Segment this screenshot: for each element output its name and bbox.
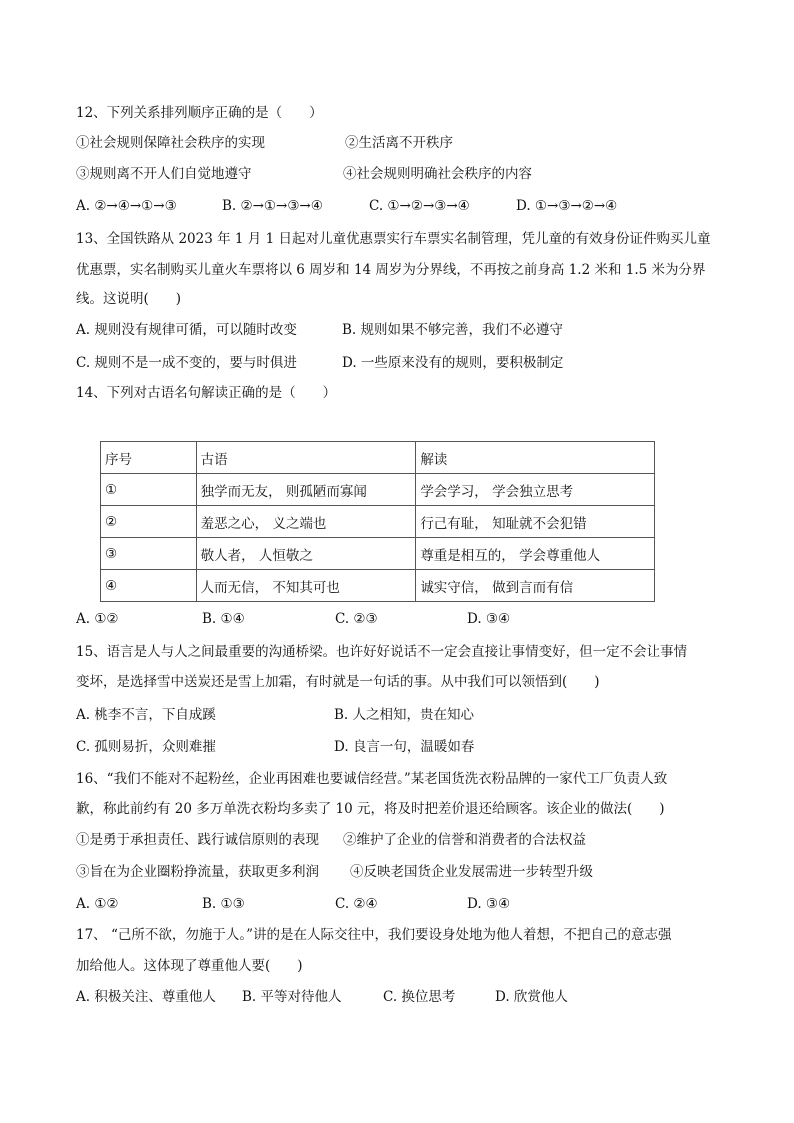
q12-statement-2: ②生活离不开秩序: [345, 135, 453, 151]
q15-option-b[interactable]: B. 人之相知，贵在知心: [334, 707, 475, 723]
q12-option-c[interactable]: C. ①→②→③→④: [369, 198, 470, 214]
q17-option-c[interactable]: C. 换位思考: [383, 989, 456, 1005]
cell-number: ③: [101, 538, 197, 570]
q12-stem: 12、下列关系排列顺序正确的是（ ）: [76, 105, 323, 121]
q17-stem-line-2: 加给他人。这体现了尊重他人要( ): [76, 958, 303, 974]
q17-stem-line-1: 17、 “己所不欲，勿施于人。”讲的是在人际交往中，我们要设身处地为他人着想，不把自己的意志强: [76, 927, 672, 943]
q12-option-b[interactable]: B. ②→①→③→④: [222, 198, 323, 214]
q14-table: [100, 441, 655, 602]
q17-option-a[interactable]: A. 积极关注、尊重他人: [76, 989, 216, 1005]
q14-option-b[interactable]: B. ①④: [202, 611, 245, 627]
q13-stem-line-1: 13、全国铁路从 2023 年 1 月 1 日起对儿童优惠票实行车票实名制管理，凭儿童的有效身份证件购买儿童: [76, 231, 711, 247]
q14-stem: 14、下列对古语名句解读正确的是（ ）: [76, 385, 337, 401]
cell-number: ④: [101, 570, 197, 602]
cell-saying: 人而无信， 不知其可也: [196, 570, 416, 602]
cell-saying: 敬人者， 人恒敬之: [196, 538, 416, 570]
cell-saying: 独学而无友， 则孤陋而寡闻: [196, 474, 416, 506]
q15-option-a[interactable]: A. 桃李不言，下自成蹊: [76, 707, 216, 723]
table-header-row: [101, 442, 655, 474]
q12-statement-4: ④社会规则明确社会秩序的内容: [343, 166, 532, 182]
q16-statement-3: ③旨在为企业圈粉挣流量，获取更多利润: [76, 864, 319, 880]
q15-option-c[interactable]: C. 孤则易折，众则难摧: [76, 739, 216, 755]
q16-option-c[interactable]: C. ②④: [335, 896, 378, 912]
q16-statement-4: ④反映老国货企业发展需进一步转型升级: [350, 864, 593, 880]
table-row: [101, 538, 655, 570]
cell-interpretation: 尊重是相互的， 学会尊重他人: [416, 538, 655, 570]
q15-option-d[interactable]: D. 良言一句，温暖如春: [334, 739, 475, 755]
q12-option-d[interactable]: D. ①→③→②→④: [516, 198, 618, 214]
header-number: 序号: [101, 442, 197, 474]
q16-option-a[interactable]: A. ①②: [76, 896, 119, 912]
header-saying: 古语: [196, 442, 416, 474]
table-row: [101, 474, 655, 506]
q15-stem-line-1: 15、语言是人与人之间最重要的沟通桥梁。也许好好说话不一定会直接让事情变好，但一定不会让事情: [76, 644, 688, 660]
table-row: [101, 506, 655, 538]
q13-option-b[interactable]: B. 规则如果不够完善，我们不必遵守: [342, 322, 564, 338]
cell-interpretation: 学会学习， 学会独立思考: [416, 474, 655, 506]
cell-interpretation: 行己有耻， 知耻就不会犯错: [416, 506, 655, 538]
q14-option-c[interactable]: C. ②③: [335, 611, 378, 627]
q16-option-b[interactable]: B. ①③: [202, 896, 245, 912]
q12-statement-1: ①社会规则保障社会秩序的实现: [76, 135, 265, 151]
header-interpretation: 解读: [416, 442, 655, 474]
q16-statement-1: ①是勇于承担责任、践行诚信原则的表现: [76, 832, 319, 848]
q13-option-c[interactable]: C. 规则不是一成不变的，要与时俱进: [76, 355, 297, 371]
cell-interpretation: 诚实守信， 做到言而有信: [416, 570, 655, 602]
q14-option-a[interactable]: A. ①②: [76, 611, 119, 627]
q16-stem-line-2: 歉，称此前约有 20 多万单洗衣粉均多卖了 10 元，将及时把差价退还给顾客。该企业的做法( ): [76, 801, 665, 817]
cell-number: ①: [101, 474, 197, 506]
q13-stem-line-2: 优惠票，实名制购买儿童火车票将以 6 周岁和 14 周岁为分界线，不再按之前身高 1.2 米和 1.5 米为分界: [76, 262, 706, 278]
q12-option-a[interactable]: A. ②→④→①→③: [76, 198, 177, 214]
q16-statement-2: ②维护了企业的信誉和消费者的合法权益: [343, 832, 586, 848]
cell-number: ②: [101, 506, 197, 538]
q17-option-b[interactable]: B. 平等对待他人: [242, 989, 342, 1005]
q16-option-d[interactable]: D. ③④: [467, 896, 511, 912]
q13-stem-line-3: 线。这说明( ): [76, 291, 182, 307]
q12-statement-3: ③规则离不开人们自觉地遵守: [76, 166, 252, 182]
cell-saying: 羞恶之心， 义之端也: [196, 506, 416, 538]
q13-option-a[interactable]: A. 规则没有规律可循，可以随时改变: [76, 322, 297, 338]
table-row: [101, 570, 655, 602]
q16-stem-line-1: 16、“我们不能对不起粉丝，企业再困难也要诚信经营。”某老国货洗衣粉品牌的一家代工厂负责人致: [76, 771, 668, 787]
q13-option-d[interactable]: D. 一些原来没有的规则，要积极制定: [342, 355, 564, 371]
q15-stem-line-2: 变坏，是选择雪中送炭还是雪上加霜，有时就是一句话的事。从中我们可以领悟到( ): [76, 674, 600, 690]
q17-option-d[interactable]: D. 欣赏他人: [495, 989, 568, 1005]
q14-option-d[interactable]: D. ③④: [467, 611, 511, 627]
